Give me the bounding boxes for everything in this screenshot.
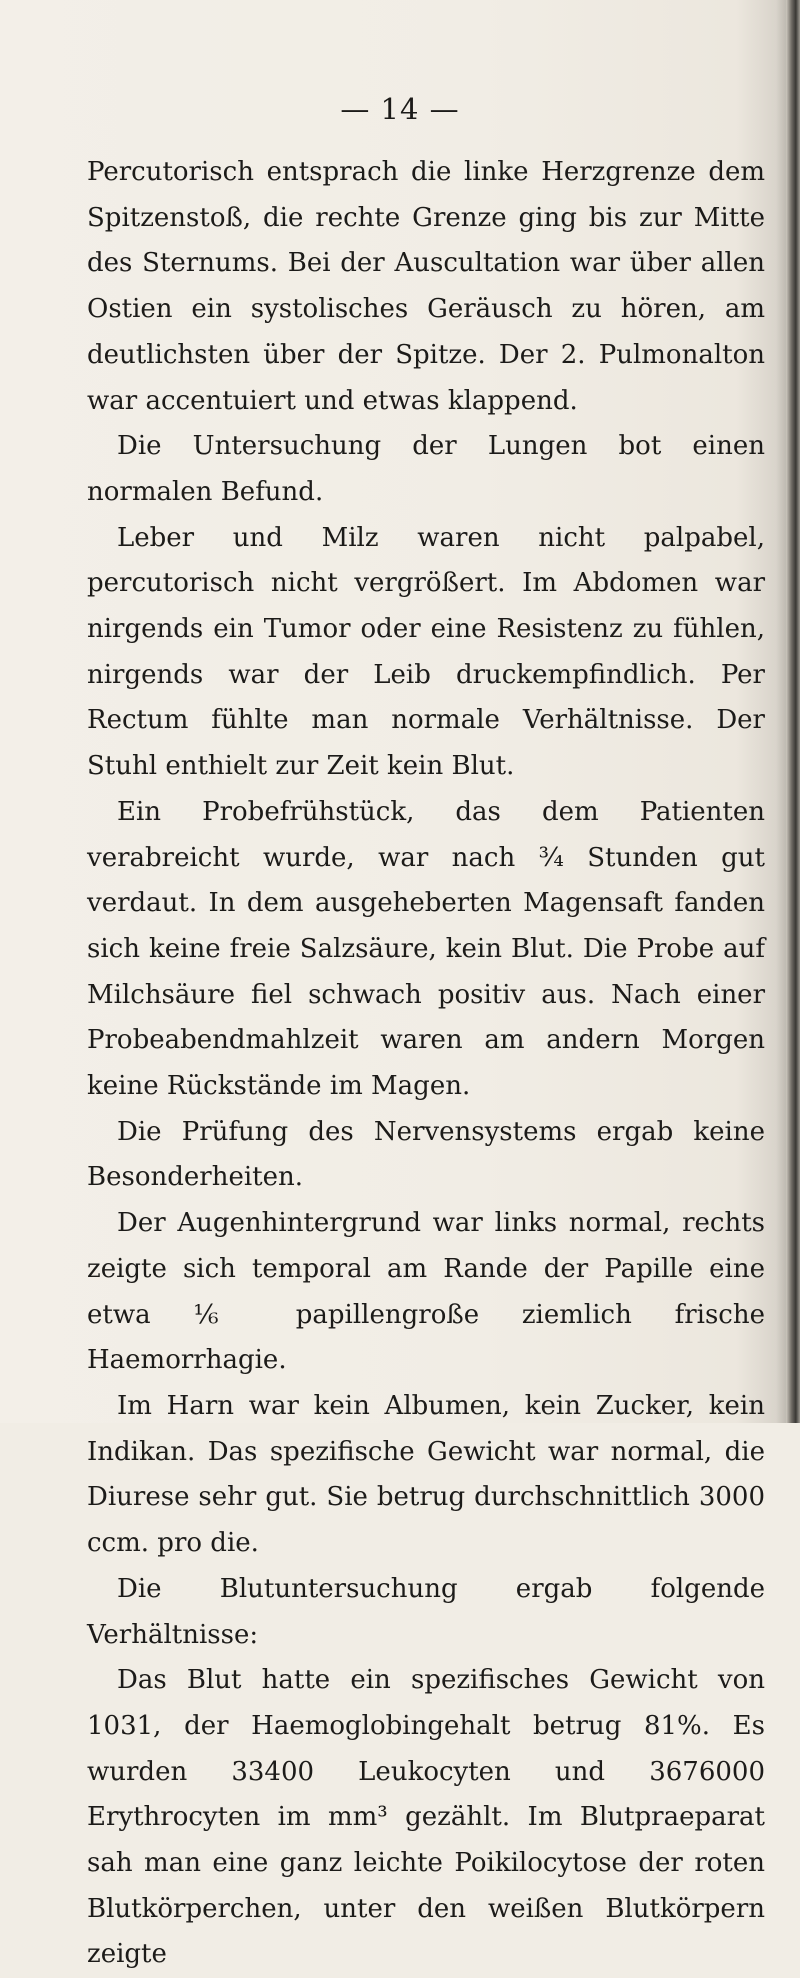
paragraph-stomach-test: Ein Probefrühstück, das dem Patienten verabreicht wurde, war nach ¾ Stunden gut verdaut. In dem ausgeheberten Magensaft fanden sich keine freie Salzsäure, kein Blut. Die Probe auf Milchsäure fiel schwach positiv aus. Nach einer Probeabendmahlzeit waren am andern Morgen keine Rückstände im Magen.: [87, 796, 765, 1102]
paragraph-blood-intro: Die Blutuntersuchung ergab folgende Verhältnisse:: [87, 1573, 765, 1650]
paragraph-blood-values: Das Blut hatte ein spezifisches Gewicht von 1031, der Haemoglobingehalt betrug 81%. Es wurden 33400 Leukocyten und 3676000 Erythrocyten im mm³ gezählt. Im Blutpraeparat sah man eine ganz leichte Poikilocytose der roten Blutkörperchen, unter den weißen Blutkörpern zeigte: [87, 1665, 765, 1970]
body-text: [87, 150, 765, 1978]
paragraph-abdomen: Leber und Milz waren nicht palpabel, percutorisch nicht vergrößert. Im Abdomen war nirgends ein Tumor oder eine Resistenz zu fühlen, nirgends war der Leib druckempfindlich. Per Rectum fühlte man normale Verhältnisse. Der Stuhl enthielt zur Zeit kein Blut.: [87, 522, 765, 782]
paragraph-lungs: Die Untersuchung der Lungen bot einen normalen Befund.: [87, 431, 765, 507]
paragraph-nervous-system: Die Prüfung des Nervensystems ergab keine Besonderheiten.: [87, 1116, 765, 1193]
page-number: — 14 —: [340, 92, 460, 126]
paragraph-fundus: Der Augenhintergrund war links normal, rechts zeigte sich temporal am Rande der Papille eine etwa ⅙ papillengroße ziemlich frische Haemorrhagie.: [87, 1208, 765, 1376]
page-edge-shadow: [786, 0, 800, 1423]
paragraph-heart-findings: Percutorisch entsprach die linke Herzgrenze dem Spitzenstoß, die rechte Grenze ging bis zur Mitte des Sternums. Bei der Auscultation war über allen Ostien ein systolisches Geräusch zu hören, am deutlichsten über der Spitze. Der 2. Pulmonalton war accentuiert und etwas klappend.: [87, 157, 765, 416]
paragraph-urine: Im Harn war kein Albumen, kein Zucker, kein Indikan. Das spezifische Gewicht war normal, die Diurese sehr gut. Sie betrug durchschnittlich 3000 ccm. pro die.: [87, 1390, 765, 1559]
